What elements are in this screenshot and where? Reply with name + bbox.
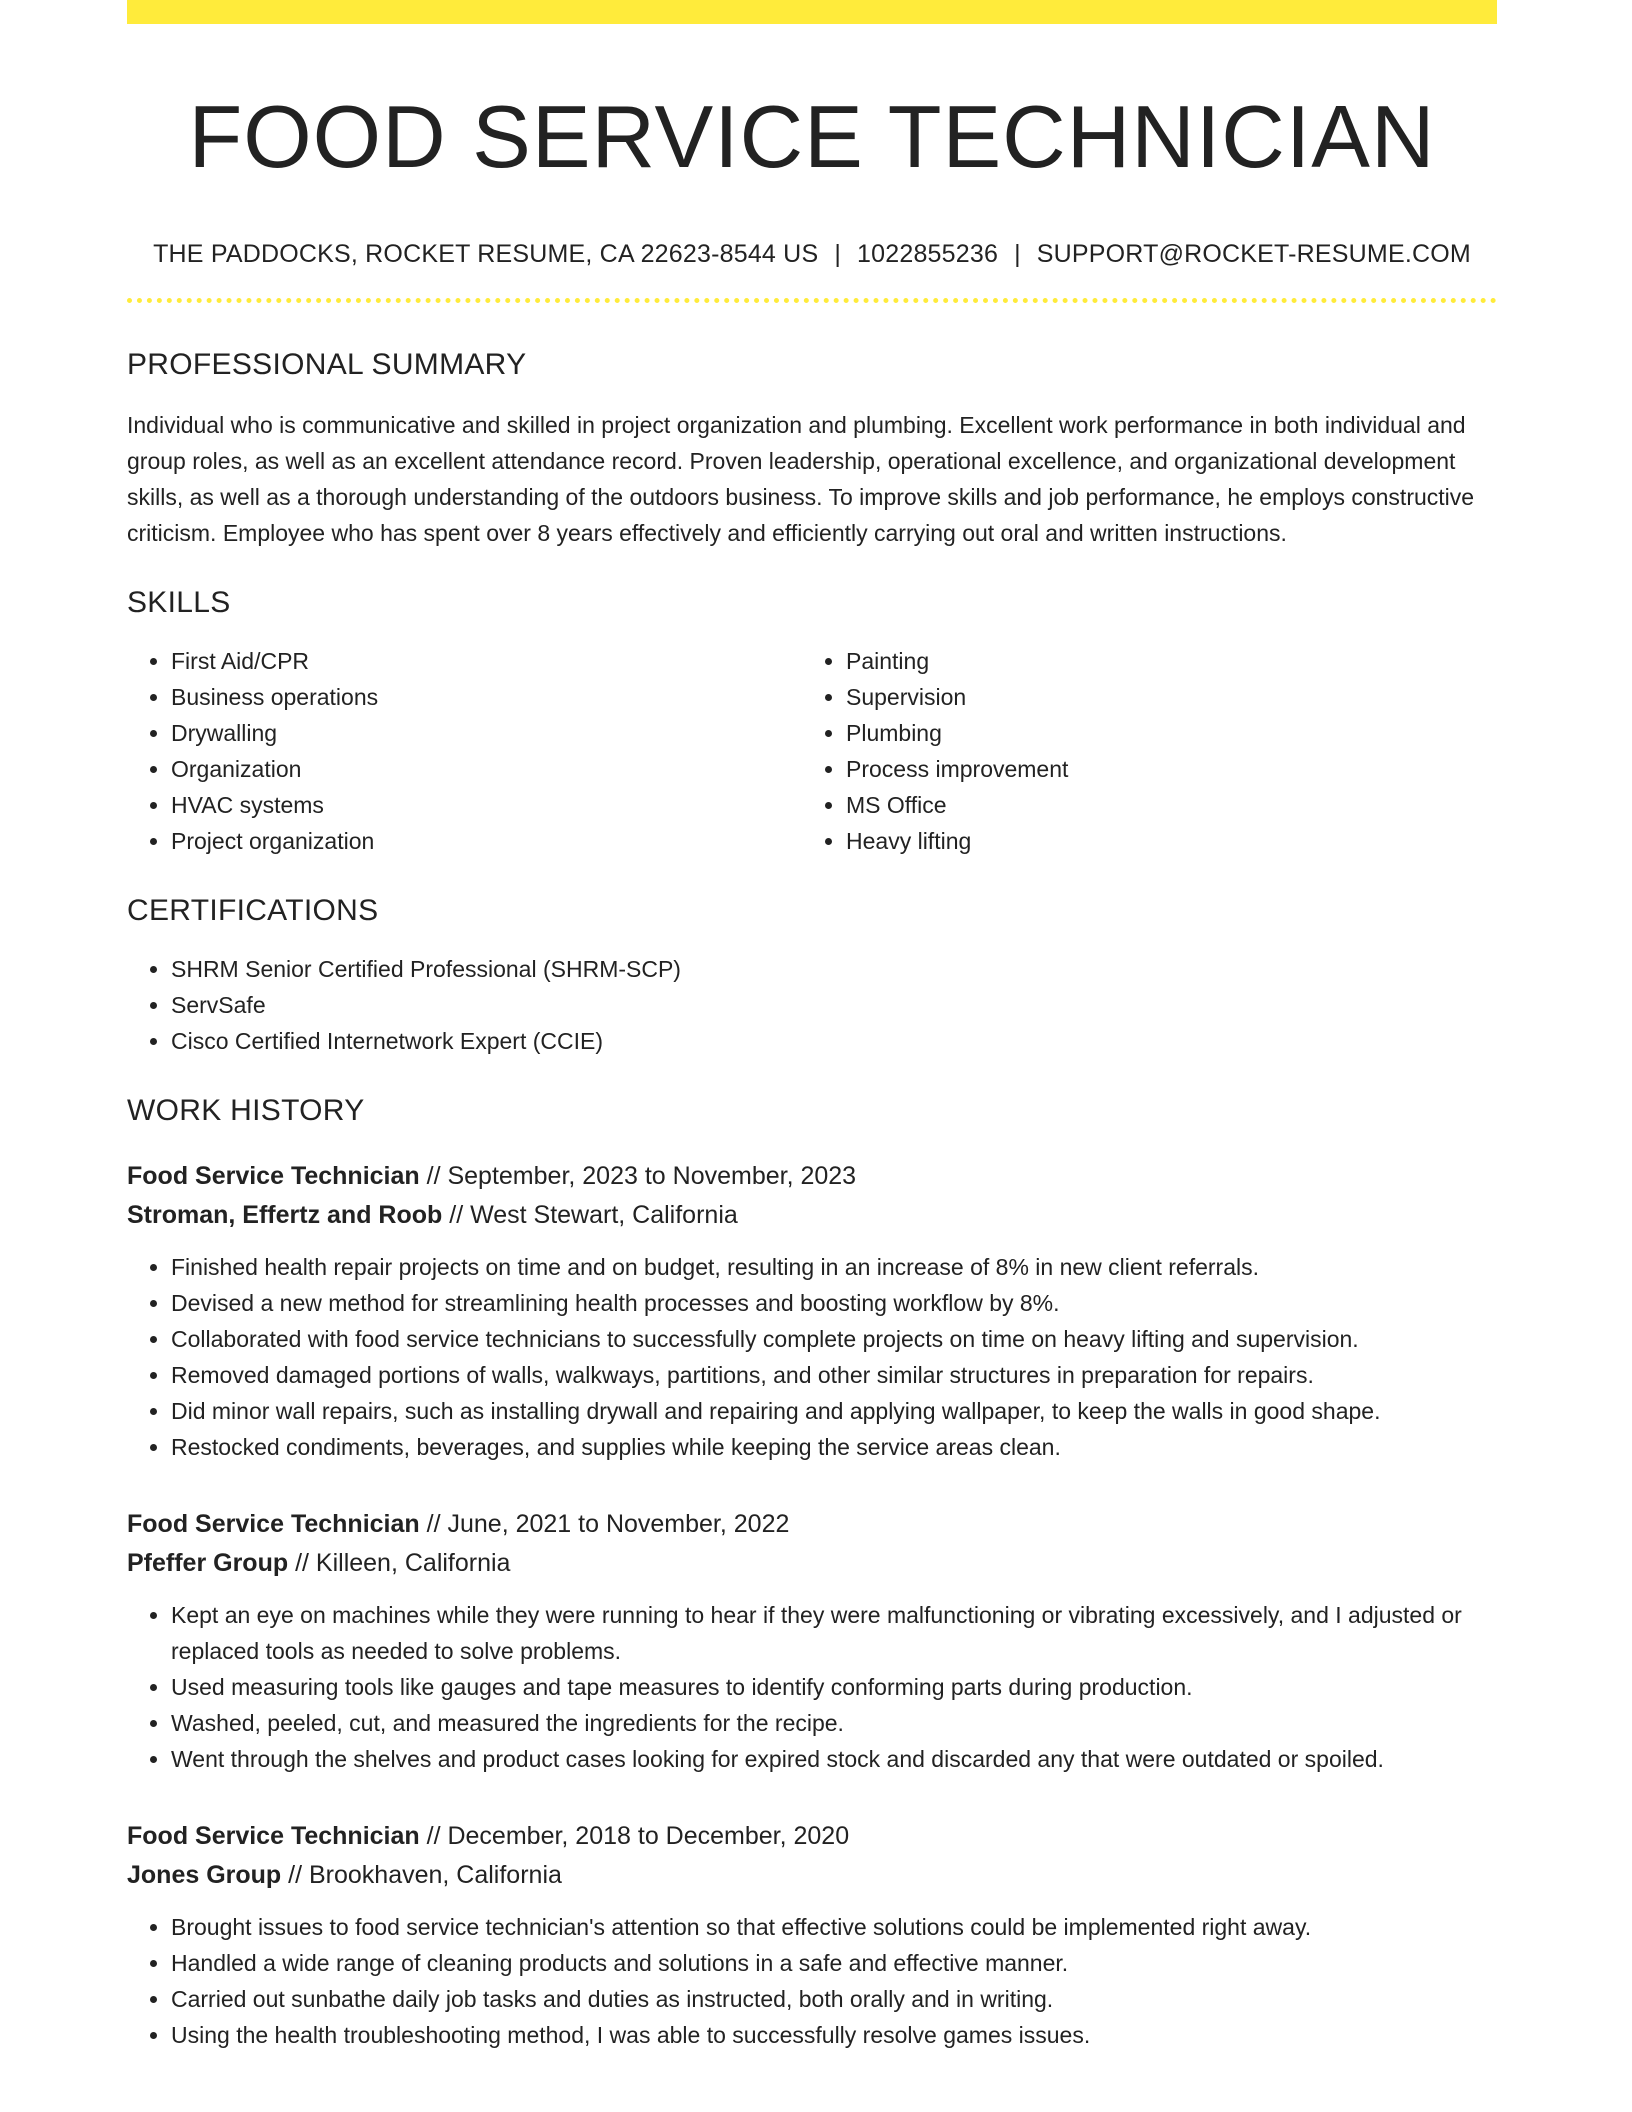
job-duty: • Finished health repair projects on time and on budget, resulting in an increase of 8% in new client referrals. — [171, 1249, 1497, 1285]
job-company-line — [127, 1196, 1497, 1235]
job-duty: • Restocked condiments, beverages, and supplies while keeping the service areas clean. — [171, 1429, 1497, 1465]
job-entry — [127, 1817, 1497, 2053]
summary-text: Individual who is communicative and skilled in project organization and plumbing. Excellent work performance in both individual and group roles, as well as an excellent attendance record. Proven leadership, operational excellence, and organizational development skills, as well as a thorough understanding of the outdoors business. To improve skills and job performance, he employs constructive criticism. Employee who has spent over 8 years effectively and efficiently carrying out oral and written instructions. — [127, 412, 1475, 547]
certification-item: • ServSafe — [171, 987, 1497, 1023]
job-duty: • Did minor wall repairs, such as installing drywall and repairing and applying wallpaper, to keep the walls in good shape. — [171, 1393, 1497, 1429]
contact-separator: | — [834, 239, 842, 268]
skill-item: • Plumbing — [846, 715, 1477, 751]
job-role-line — [127, 1505, 1497, 1544]
certification-item: • SHRM Senior Certified Professional (SHRM-SCP) — [171, 951, 1497, 987]
job-location: // Killeen, California — [295, 1549, 511, 1578]
job-duty: • Carried out sunbathe daily job tasks and duties as instructed, both orally and in writing. — [171, 1981, 1497, 2017]
certifications-section — [127, 893, 1497, 1059]
skill-item: • HVAC systems — [171, 787, 802, 823]
job-entry — [127, 1157, 1497, 1465]
email-address: SUPPORT@ROCKET-RESUME.COM — [1036, 239, 1471, 268]
job-duties-list — [127, 1597, 1497, 1777]
job-duty: • Handled a wide range of cleaning products and solutions in a safe and effective manner. — [171, 1945, 1497, 1981]
job-duty: • Removed damaged portions of walls, walkways, partitions, and other similar structures in preparation for repairs. — [171, 1357, 1497, 1393]
skill-item: • First Aid/CPR — [171, 643, 802, 679]
skill-item: • Process improvement — [846, 751, 1477, 787]
job-company: Stroman, Effertz and Roob — [127, 1201, 443, 1230]
skills-section — [127, 585, 1497, 859]
job-role-line — [127, 1157, 1497, 1196]
job-company: Pfeffer Group — [127, 1549, 289, 1578]
job-dates: // September, 2023 to November, 2023 — [426, 1162, 857, 1191]
section-title-certifications: CERTIFICATIONS — [127, 894, 379, 928]
job-role-line — [127, 1817, 1497, 1856]
job-duty: • Kept an eye on machines while they were running to hear if they were malfunctioning or vibrating excessively, and I adjusted or replaced tools as needed to solve problems. — [171, 1597, 1497, 1669]
job-duty: • Used measuring tools like gauges and tape measures to identify conforming parts during production. — [171, 1669, 1497, 1705]
professional-summary-section — [127, 347, 1497, 551]
job-duty: • Devised a new method for streamlining health processes and boosting workflow by 8%. — [171, 1285, 1497, 1321]
address: THE PADDOCKS, ROCKET RESUME, CA 22623-8544 US — [153, 239, 819, 268]
resume-page — [127, 0, 1497, 2053]
job-duties-list — [127, 1909, 1497, 2053]
skills-column-left — [127, 643, 802, 859]
skill-item: • Painting — [846, 643, 1477, 679]
section-title-summary: PROFESSIONAL SUMMARY — [127, 348, 527, 382]
job-duty: • Went through the shelves and product cases looking for expired stock and discarded any that were outdated or spoiled. — [171, 1741, 1497, 1777]
skill-item: • MS Office — [846, 787, 1477, 823]
job-dates: // December, 2018 to December, 2020 — [426, 1822, 850, 1851]
skill-item: • Organization — [171, 751, 802, 787]
skills-grid — [127, 643, 1497, 859]
work-history-section — [127, 1093, 1497, 2053]
dotted-divider — [127, 298, 1497, 303]
job-role: Food Service Technician — [127, 1162, 420, 1191]
phone-number: 1022855236 — [857, 239, 999, 268]
skill-item: • Project organization — [171, 823, 802, 859]
job-company: Jones Group — [127, 1861, 282, 1890]
job-location: // Brookhaven, California — [288, 1861, 562, 1890]
job-duty: • Using the health troubleshooting method, I was able to successfully resolve games issues. — [171, 2017, 1497, 2053]
job-location: // West Stewart, California — [449, 1201, 738, 1230]
job-duty: • Collaborated with food service technicians to successfully complete projects on time on heavy lifting and supervision. — [171, 1321, 1497, 1357]
job-duty: • Brought issues to food service technician's attention so that effective solutions could be implemented right away. — [171, 1909, 1497, 1945]
skill-item: • Heavy lifting — [846, 823, 1477, 859]
skill-item: • Drywalling — [171, 715, 802, 751]
certification-item: • Cisco Certified Internetwork Expert (CCIE) — [171, 1023, 1497, 1059]
skill-item: • Supervision — [846, 679, 1477, 715]
job-entry — [127, 1505, 1497, 1777]
contact-line — [127, 238, 1497, 271]
top-accent-bar — [127, 0, 1497, 24]
job-dates: // June, 2021 to November, 2022 — [426, 1510, 790, 1539]
job-company-line — [127, 1856, 1497, 1895]
section-title-work-history: WORK HISTORY — [127, 1094, 365, 1128]
skill-item: • Business operations — [171, 679, 802, 715]
certifications-list — [127, 951, 1497, 1059]
job-role: Food Service Technician — [127, 1822, 420, 1851]
job-role: Food Service Technician — [127, 1510, 420, 1539]
job-company-line — [127, 1544, 1497, 1583]
job-duties-list — [127, 1249, 1497, 1465]
page-title: FOOD SERVICE TECHNICIAN — [188, 87, 1436, 186]
section-title-skills: SKILLS — [127, 586, 231, 620]
skills-column-right — [802, 643, 1477, 859]
job-duty: • Washed, peeled, cut, and measured the ingredients for the recipe. — [171, 1705, 1497, 1741]
contact-separator: | — [1014, 239, 1021, 268]
